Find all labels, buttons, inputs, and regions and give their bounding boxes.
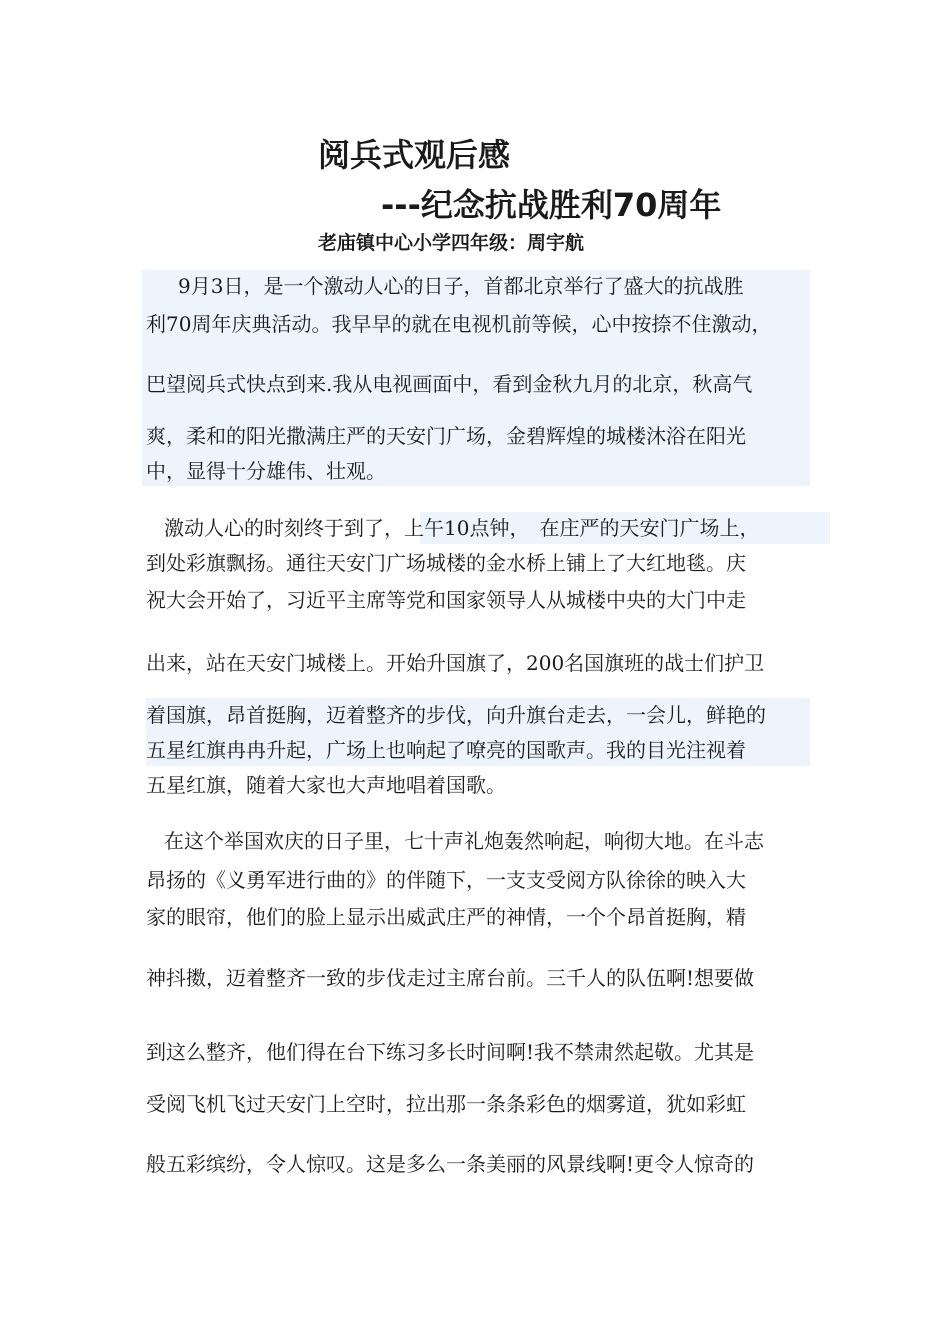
body-line: 在这个举国欢庆的日子里，七十声礼炮轰然响起，响彻大地。在斗志 — [164, 829, 764, 853]
body-line: 爽，柔和的阳光撒满庄严的天安门广场，金碧辉煌的城楼沐浴在阳光 — [146, 424, 746, 448]
body-line: 巴望阅兵式快点到来.我从电视画面中，看到金秋九月的北京，秋高气 — [146, 372, 753, 396]
body-line: 出来，站在天安门城楼上。开始升国旗了，200名国旗班的战士们护卫 — [146, 651, 765, 675]
body-line: 五星红旗冉冉升起，广场上也响起了嘹亮的国歌声。我的目光注视着 — [146, 738, 746, 762]
body-line: 神抖擞，迈着整齐一致的步伐走过主席台前。三千人的队伍啊!想要做 — [146, 966, 755, 990]
body-line: 激动人心的时刻终于到了，上午10点钟， 在庄严的天安门广场上， — [164, 516, 760, 540]
document-subtitle: ---纪念抗战胜利70周年 — [381, 186, 722, 224]
body-line: 到这么整齐，他们得在台下练习多长时间啊!我不禁肃然起敬。尤其是 — [146, 1040, 755, 1064]
body-line: 家的眼帘，他们的脸上显示出威武庄严的神情，一个个昂首挺胸，精 — [146, 905, 746, 929]
author-line: 老庙镇中心小学四年级：周宇航 — [318, 232, 585, 254]
body-line: 着国旗，昂首挺胸，迈着整齐的步伐，向升旗台走去，一会儿，鲜艳的 — [146, 703, 766, 727]
body-line: 中，显得十分雄伟、壮观。 — [146, 459, 386, 483]
body-line: 利70周年庆典活动。我早早的就在电视机前等候，心中按捺不住激动， — [146, 312, 772, 336]
body-line: 9月3日，是一个激动人心的日子，首都北京举行了盛大的抗战胜 — [158, 274, 744, 298]
body-line: 五星红旗，随着大家也大声地唱着国歌。 — [146, 773, 506, 797]
body-line: 受阅飞机飞过天安门上空时，拉出那一条条彩色的烟雾道，犹如彩虹 — [146, 1092, 746, 1116]
body-line: 般五彩缤纷，令人惊叹。这是多么一条美丽的风景线啊!更令人惊奇的 — [146, 1152, 755, 1176]
document-title: 阅兵式观后感 — [318, 136, 511, 174]
body-line: 昂扬的《义勇军进行曲的》的伴随下，一支支受阅方队徐徐的映入大 — [146, 868, 746, 892]
body-line: 祝大会开始了，习近平主席等党和国家领导人从城楼中央的大门中走 — [146, 588, 746, 612]
body-line: 到处彩旗飘扬。通往天安门广场城楼的金水桥上铺上了大红地毯。庆 — [146, 551, 746, 575]
